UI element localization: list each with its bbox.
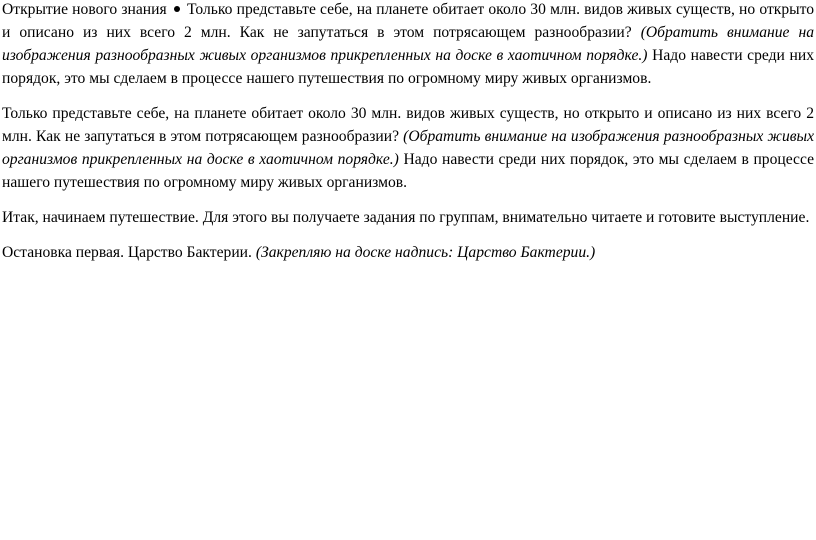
section-heading: Открытие нового знания [2,1,167,18]
first-stop-text: Остановка первая. Царство Бактерии. [2,244,252,261]
teacher-note-first-stop: (Закрепляю на доске надпись: Царство Бактерии.) [255,244,596,261]
repeat-text: Только представьте себе, на планете обитает около 30 млн. видов живых существ, но открыто и описано из них всего 2 млн. Как не запутаться в этом потрясающем разнообразии? [2,105,814,145]
teacher-note: (Обратить внимание на изображения разнообразных живых организмов прикрепленных на доске в хаотичном порядке.) [2,24,814,64]
intro-text: Только представьте себе, на планете обитает около 30 млн. видов живых существ, но открыто и описано из них всего 2 млн. Как не запутаться в этом потрясающем разнообразии? [2,1,815,41]
paragraph-intro [2,0,814,90]
document-page [2,0,814,276]
paragraph-first-stop [2,241,814,264]
teacher-note-repeat: (Обратить внимание на изображения разнообразных живых организмов прикрепленных на доске в хаотичном порядке.) [2,128,814,168]
paragraph-repeat [2,102,814,194]
repeat-text-continued: Надо навести среди них порядок, это мы сделаем в процессе нашего путешествия по огромному миру живых организмов. [2,151,815,191]
bullet-icon [174,6,180,12]
paragraph-journey [2,206,814,229]
journey-text: Итак, начинаем путешествие. Для этого вы получаете задания по группам, внимательно читаете и готовите выступление. [2,209,810,226]
intro-text-continued: Надо навести среди них порядок, это мы сделаем в процессе нашего путешествия по огромному миру живых организмов. [2,47,814,87]
